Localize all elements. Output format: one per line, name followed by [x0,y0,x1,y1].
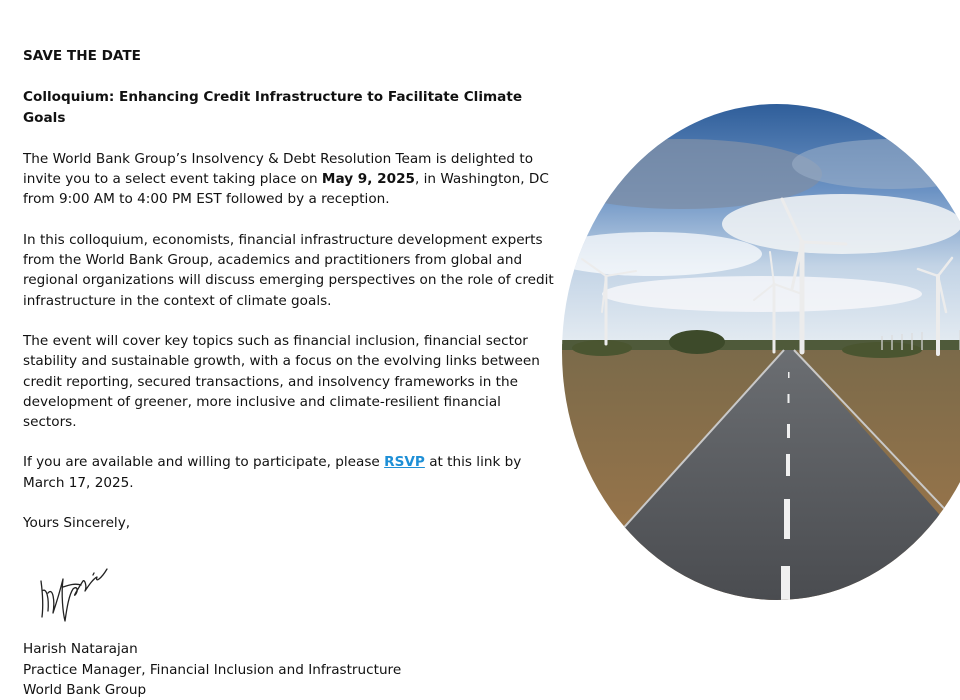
intro-paragraph [23,149,558,210]
signatory-name: Harish Natarajan [23,641,138,658]
event-date: May 9, 2025 [321,171,415,188]
rsvp-paragraph [23,452,558,493]
rsvp-text-end: at this link by March 17, 2025. [23,454,522,491]
event-title: Colloquium: Enhancing Credit Infrastructure to Facilitate Climate Goals [23,89,523,126]
wind-turbine-road-photo [562,104,960,600]
invitation-letter [23,46,558,700]
closing-salutation: Yours Sincerely, [23,515,131,532]
signatory-organization: World Bank Group [23,681,147,698]
colloquium-paragraph: In this colloquium, economists, financial infrastructure development experts from the World Bank Group, academics and practitioners from global and regional organizations will discuss emerging perspectives on the role of credit infrastructure in the context of climate goals. [23,231,554,309]
handwritten-signature [23,551,558,631]
intro-text-end: , in Washington, DC from 9:00 AM to 4:00 PM EST followed by a reception. [23,171,549,208]
signatory-block [23,639,558,700]
intro-text-start: The World Bank Group’s Insolvency & Debt Resolution Team is delighted to invite you to a select event taking place on [23,150,534,188]
topics-paragraph: The event will cover key topics such as financial inclusion, financial sector stability and sustainable growth, with a focus on the evolving links between credit reporting, secured transactions, and insolvency frameworks in the development of greener, more inclusive and climate-resilient financial sectors. [23,332,540,431]
rsvp-link[interactable]: RSVP [384,454,425,471]
save-the-date-heading: SAVE THE DATE [23,48,141,64]
rsvp-text-start: If you are available and willing to participate, please [23,454,385,471]
signatory-title: Practice Manager, Financial Inclusion and Infrastructure [23,661,402,678]
